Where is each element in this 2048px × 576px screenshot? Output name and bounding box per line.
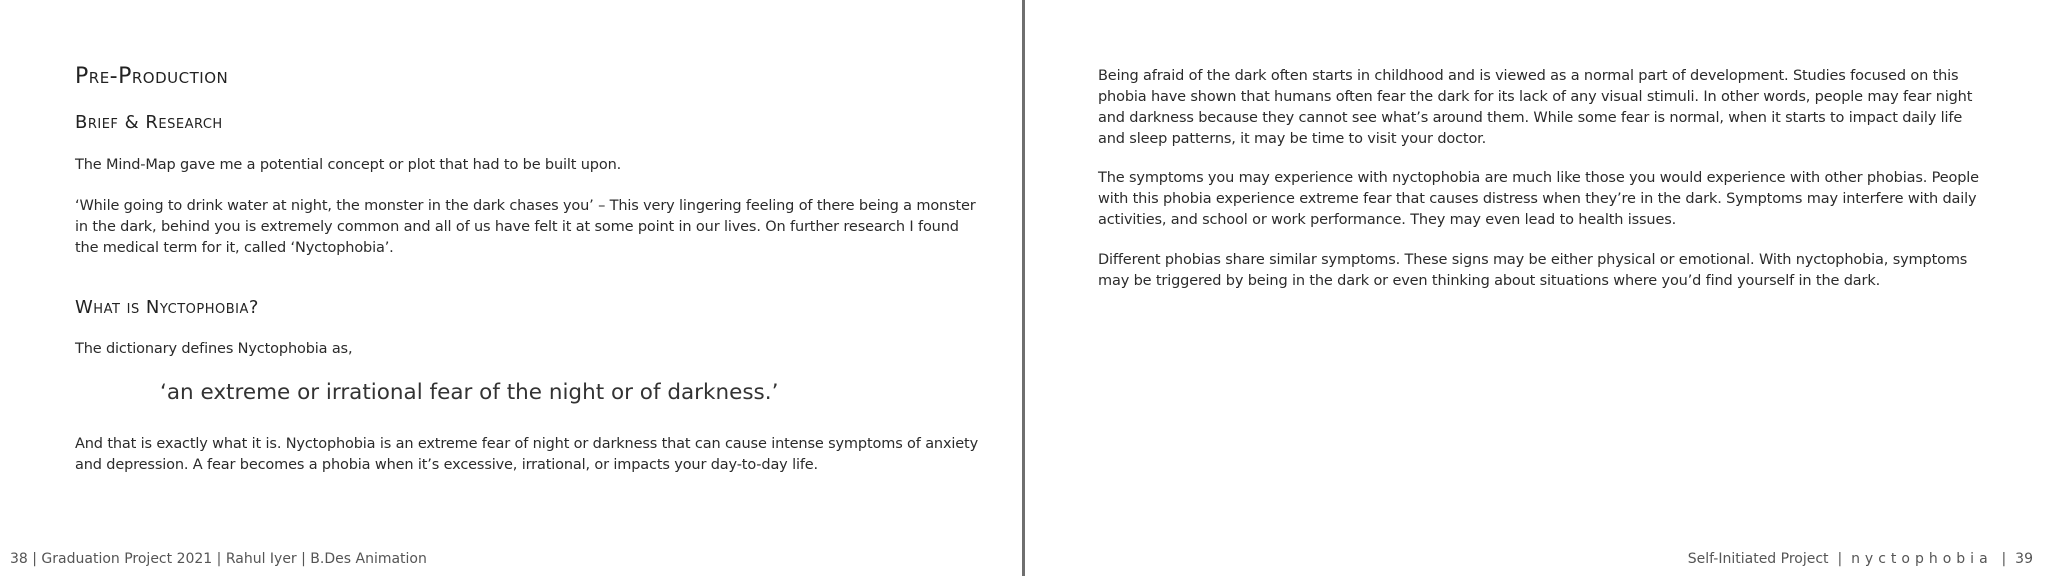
page-title: Pre-Production: [75, 64, 229, 89]
section-heading-what: What is Nyctophobia?: [75, 297, 259, 318]
left-page: [0, 0, 1023, 576]
footer-title-word: nyctophobia: [1851, 551, 1993, 567]
paragraph-childhood: Being afraid of the dark often starts in childhood and is viewed as a normal part of development. Studies focused on this phobia have shown that humans often fear the dark for its lack of any visual stimuli. In other words, people may fear night and darkness because they cannot see what’s around them. While some fear is normal, when it starts to impact daily life and sleep patterns, it may be time to visit your doctor.: [1098, 68, 1973, 147]
paragraph-dictionary: The dictionary defines Nyctophobia as,: [75, 341, 353, 357]
section-heading-brief: Brief & Research: [75, 112, 223, 133]
footer-page-number: | 39: [1992, 551, 2033, 567]
paragraph-different-phobias: Different phobias share similar symptoms. These signs may be either physical or emotional. With nyctophobia, symptoms may be triggered by being in the dark or even thinking about situations where you’d find yourself in the dark.: [1098, 252, 1968, 289]
definition-quote: ‘an extreme or irrational fear of the night or of darkness.’: [160, 380, 779, 405]
footer-right: [1688, 551, 2033, 567]
footer-left: 38 | Graduation Project 2021 | Rahul Iyer | B.Des Animation: [10, 551, 427, 567]
paragraph-exactly: And that is exactly what it is. Nyctophobia is an extreme fear of night or darkness that can cause intense symptoms of anxiety and depression. A fear becomes a phobia when it’s excessive, irrational, or impacts your day-to-day life.: [75, 436, 979, 473]
footer-project-label: Self-Initiated Project |: [1687, 551, 1852, 567]
right-page: [1025, 0, 2048, 576]
paragraph-symptoms: The symptoms you may experience with nyctophobia are much like those you would experience with other phobias. People with this phobia experience extreme fear that causes distress when they’re in the dark. Symptoms may interfere with daily activities, and school or work performance. They may even lead to health issues.: [1098, 170, 1979, 228]
paragraph-mindmap: The Mind-Map gave me a potential concept or plot that had to be built upon.: [75, 157, 622, 173]
paragraph-monster: ‘While going to drink water at night, the monster in the dark chases you’ – This very lingering feeling of there being a monster in the dark, behind you is extremely common and all of us have felt it at some point in our lives. On further research I found the medical term for it, called ‘Nyctophobia’.: [75, 198, 976, 256]
